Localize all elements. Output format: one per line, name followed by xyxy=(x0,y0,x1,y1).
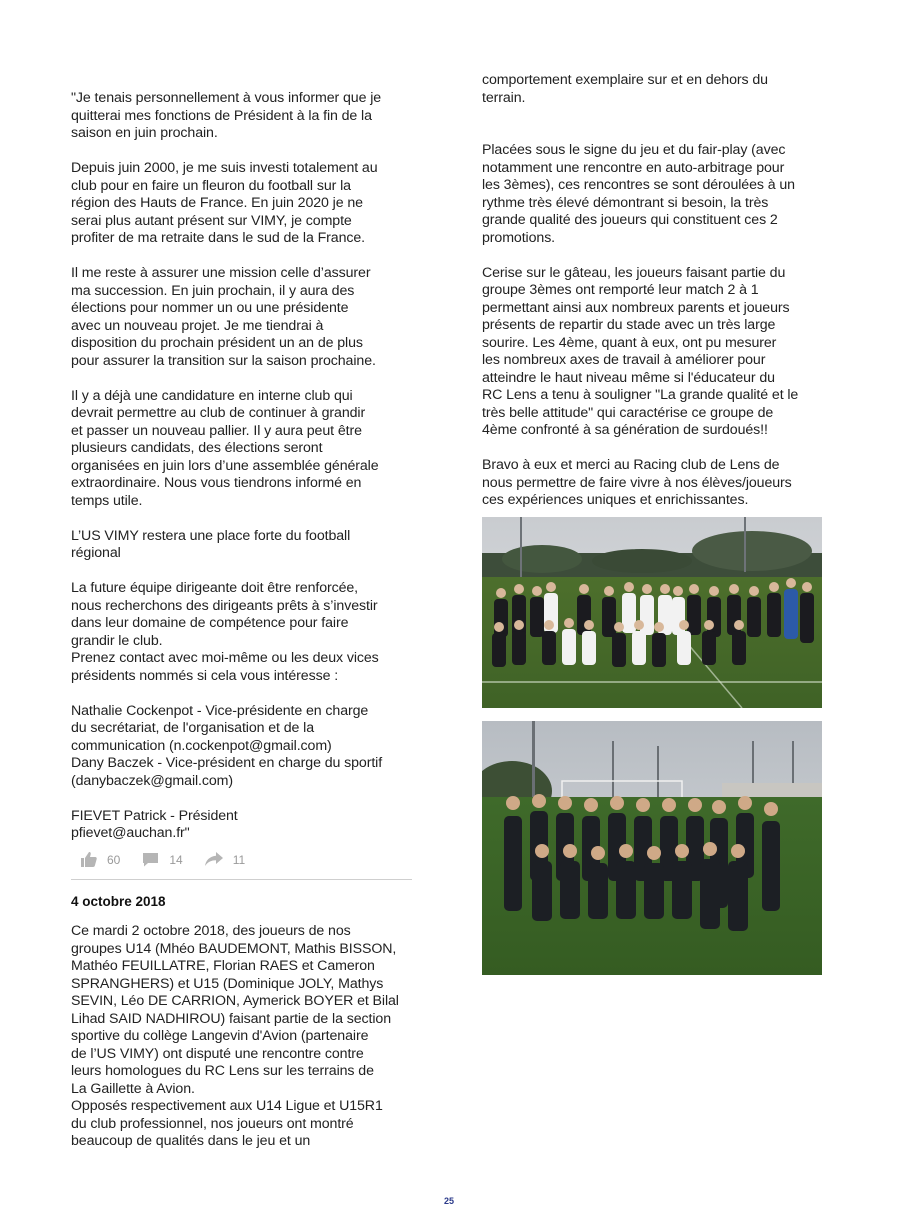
divider xyxy=(71,879,412,880)
paragraph-candidates: Il y a déjà une candidature en interne club qui devrait permettre au club de continuer à grandir et passer un nouveau pallier. Il y aura peut être plusieurs candidats, des élections seront organisées en juin lors d’une assemblée générale extraordinaire. Nous vous tiendrons informé en temps utile. xyxy=(71,387,379,509)
like-count: 60 xyxy=(107,852,121,867)
paragraph-thanks: Bravo à eux et merci au Racing club de Lens de nous permettre de faire vivre à nos élèves/joueurs ces expériences uniques et enrichissantes. xyxy=(482,457,792,508)
paragraph-recruitment: La future équipe dirigeante doit être renforcée, nous recherchons des dirigeants prêts à s’investir dans leur domaine de compétence pour faire grandir le club. Prenez contact avec moi-même ou les deux vices présidents nommés si cela vous intéresse : xyxy=(71,580,379,684)
team-photo-1 xyxy=(482,517,822,708)
social-bar xyxy=(80,852,267,867)
share-arrow-icon xyxy=(205,852,223,867)
paragraph-fair-play: Placées sous le signe du jeu et du fair-play (avec notamment une rencontre en auto-arbitrage pour les 3èmes), ces rencontres se sont déroulées à un rythme très élevé démontrant si besoin, la très grande qualité des joueurs qui constituent ces 2 promotions. xyxy=(482,142,795,246)
thumbs-up-icon xyxy=(80,852,97,867)
share-button[interactable] xyxy=(205,852,245,867)
article-body: Ce mardi 2 octobre 2018, des joueurs de nos groupes U14 (Mhéo BAUDEMONT, Mathis BISSON, Mathéo FEUILLATRE, Florian RAES et Cameron SPRANGHERS) et U15 (Dominique JOLY, Mathys SEVIN, Léo DE CARRION, Aymerick BOYER et Bilal Lihad SAID NADHIROU) faisant partie de la section sportive du collège Langevin d'Avion (partenaire de l’US VIMY) ont disputé une rencontre contre leurs homologues du RC Lens sur les terrains de La Gaillette à Avion. Opposés respectivement aux U14 Ligue et U15R1 du club professionnel, nos joueurs ont montré beaucoup de qualités dans le jeu et un xyxy=(71,923,399,1149)
team-photo-2 xyxy=(482,721,822,975)
paragraph-match-result: Cerise sur le gâteau, les joueurs faisant partie du groupe 3èmes ont remporté leur match 2 à 1 permettant ainsi aux nombreux parents et joueurs présents de repartir du stade avec un très large sourire. Les 4ème, quant à eux, ont pu mesurer les nombreux axes de travail à améliorer pour atteindre le haut niveau même si l'éducateur du RC Lens a tenu à souligner "La grande qualité et le très belle attitude" qui caractérise ce groupe de 4ème confronté à sa génération de surdoués!! xyxy=(482,264,799,438)
like-button[interactable] xyxy=(80,852,120,867)
page-number: 25 xyxy=(443,1196,454,1206)
date-heading: 4 octobre 2018 xyxy=(71,894,166,909)
left-column xyxy=(71,90,413,843)
paragraph-succession: Il me reste à assurer une mission celle d’assurer ma succession. En juin prochain, il y aura des élections pour nommer un ou une présidente avec un nouveau projet. Je me tiendrai à disposition du prochain président un an de plus pour assurer la transition sur la saison prochaine. xyxy=(71,265,376,369)
paragraph-behavior: comportement exemplaire sur et en dehors du terrain. xyxy=(482,72,768,106)
paragraph-vice-presidents: Nathalie Cockenpot - Vice-présidente en charge du secrétariat, de l'organisation et de la communication (n.cockenpot@gmail.com) Dany Baczek - Vice-président en charge du sportif (danybaczek@gmail.com) xyxy=(71,702,383,789)
comment-button[interactable] xyxy=(142,852,182,867)
comment-icon xyxy=(142,852,159,867)
paragraph-stronghold: L’US VIMY restera une place forte du football régional xyxy=(71,527,351,561)
paragraph-history: Depuis juin 2000, je me suis investi totalement au club pour en faire un fleuron du football sur la région des Hauts de France. En juin 2020 je ne serai plus autant présent sur VIMY, je compte profiter de ma retraite dans le sud de la France. xyxy=(71,160,378,246)
paragraph-signature: FIEVET Patrick - Président pfievet@auchan.fr" xyxy=(71,807,238,841)
share-count: 11 xyxy=(232,852,246,867)
comment-count: 14 xyxy=(169,852,183,867)
paragraph-announcement: "Je tenais personnellement à vous informer que je quitterai mes fonctions de Président à la fin de la saison en juin prochain. xyxy=(71,90,382,141)
right-column xyxy=(482,72,824,510)
